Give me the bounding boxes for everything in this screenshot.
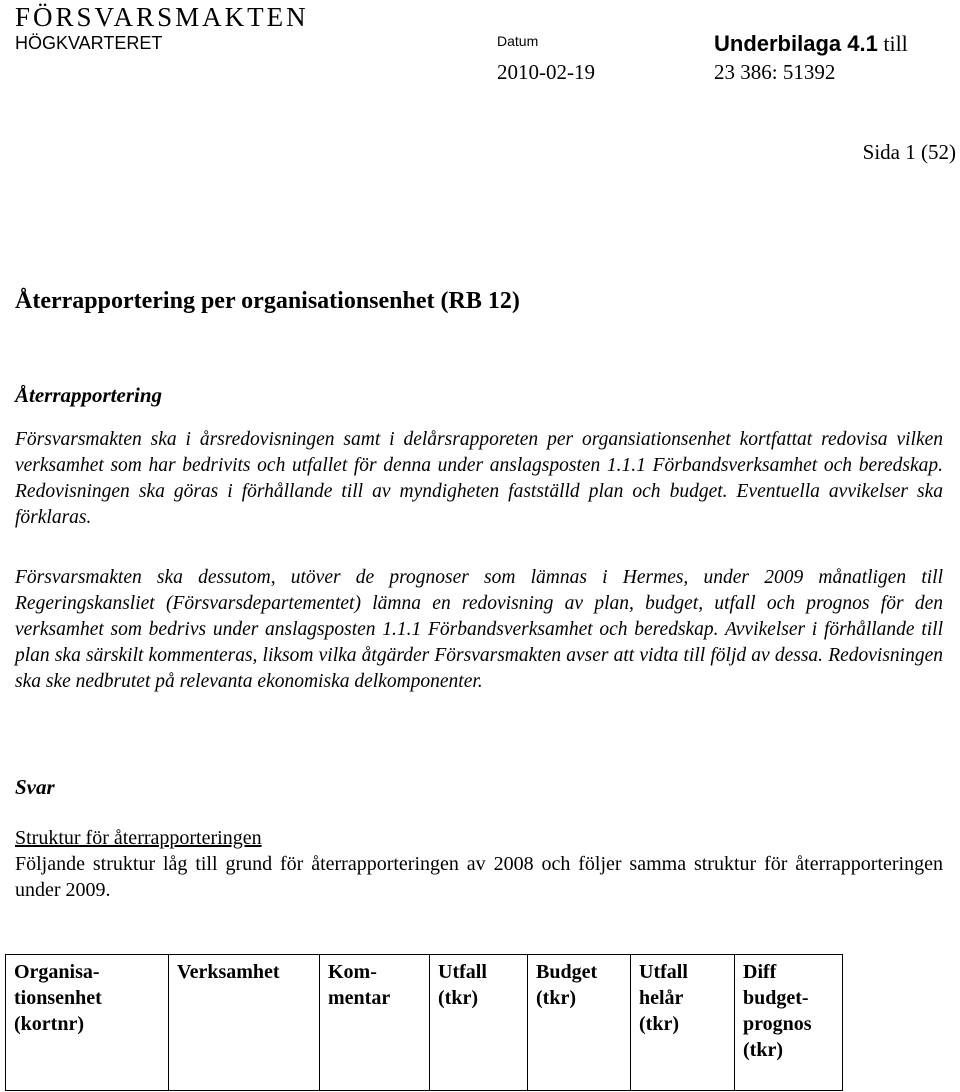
document-date: 2010-02-19 <box>497 60 595 84</box>
report-structure-table <box>5 954 843 1091</box>
table-header-cell <box>169 955 320 1091</box>
table-header-cell <box>528 955 631 1091</box>
header-full-year-outcome: Utfall helår (tkr) <box>639 961 688 1035</box>
table-header-cell <box>735 955 843 1091</box>
attachment-title <box>714 32 908 56</box>
document-title: Återrapportering per organisationsenhet (RB 12) <box>15 288 520 314</box>
date-label: Datum <box>497 33 539 49</box>
paragraph-structure: Följande struktur låg till grund för återrapporteringen av 2008 och följer samma struktur för återrapporteringen under 2009. <box>15 853 943 901</box>
table-header-cell <box>320 955 430 1091</box>
attachment-suffix: till <box>883 31 908 56</box>
header-comment: Kom- mentar <box>328 961 391 1009</box>
header-org-unit: Organisa- tionsenhet (kortnr) <box>14 961 102 1035</box>
table-header-cell <box>430 955 528 1091</box>
page-number: Sida 1 (52) <box>862 140 956 164</box>
header-activity: Verksamhet <box>177 961 280 983</box>
answer-heading: Svar <box>15 775 55 799</box>
attachment-label: Underbilaga 4.1 <box>714 31 878 56</box>
paragraph-monthly-report: Försvarsmakten ska dessutom, utöver de prognoser som lämnas i Hermes, under 2009 månatligen till Regeringskansliet (Försvarsdepartementet) lämna en redovisning av plan, budget, utfall och prognos för den verksamhet som bedrivs under anslagsposten 1.1.1 Förbandsverksamhet och beredskap. Avvikelser i förhållande till plan ska särskilt kommenteras, liksom vilka åtgärder Försvarsmakten avser att vidta till följd av dessa. Redovisningen ska ske nedbrutet på relevanta ekonomiska delkomponenter. <box>15 567 943 692</box>
structure-heading: Struktur för återrapporteringen <box>15 827 262 849</box>
header-outcome: Utfall (tkr) <box>438 961 487 1009</box>
paragraph-requirement: Försvarsmakten ska i årsredovisningen samt i delårsrapporeten per organsiationsenhet kortfattat redovisa vilken verksamhet som har bedrivits och utfallet för denna under anslagsposten 1.1.1 Förbandsverksamhet och beredskap. Redovisningen ska göras i förhållande till av myndigheten fastställd plan och budget. Eventuella avvikelser ska förklaras. <box>15 429 943 528</box>
reference-number: 23 386: 51392 <box>714 60 836 84</box>
table-header-cell <box>631 955 735 1091</box>
table-header-row <box>6 955 843 1091</box>
header-budget-forecast-diff: Diff budget- prognos (tkr) <box>743 961 812 1061</box>
header-budget: Budget (tkr) <box>536 961 598 1009</box>
department-name: HÖGKVARTERET <box>15 33 163 53</box>
table-header-cell <box>6 955 169 1091</box>
section-heading: Återrapportering <box>15 383 163 407</box>
organization-name: FÖRSVARSMAKTEN <box>15 2 309 32</box>
